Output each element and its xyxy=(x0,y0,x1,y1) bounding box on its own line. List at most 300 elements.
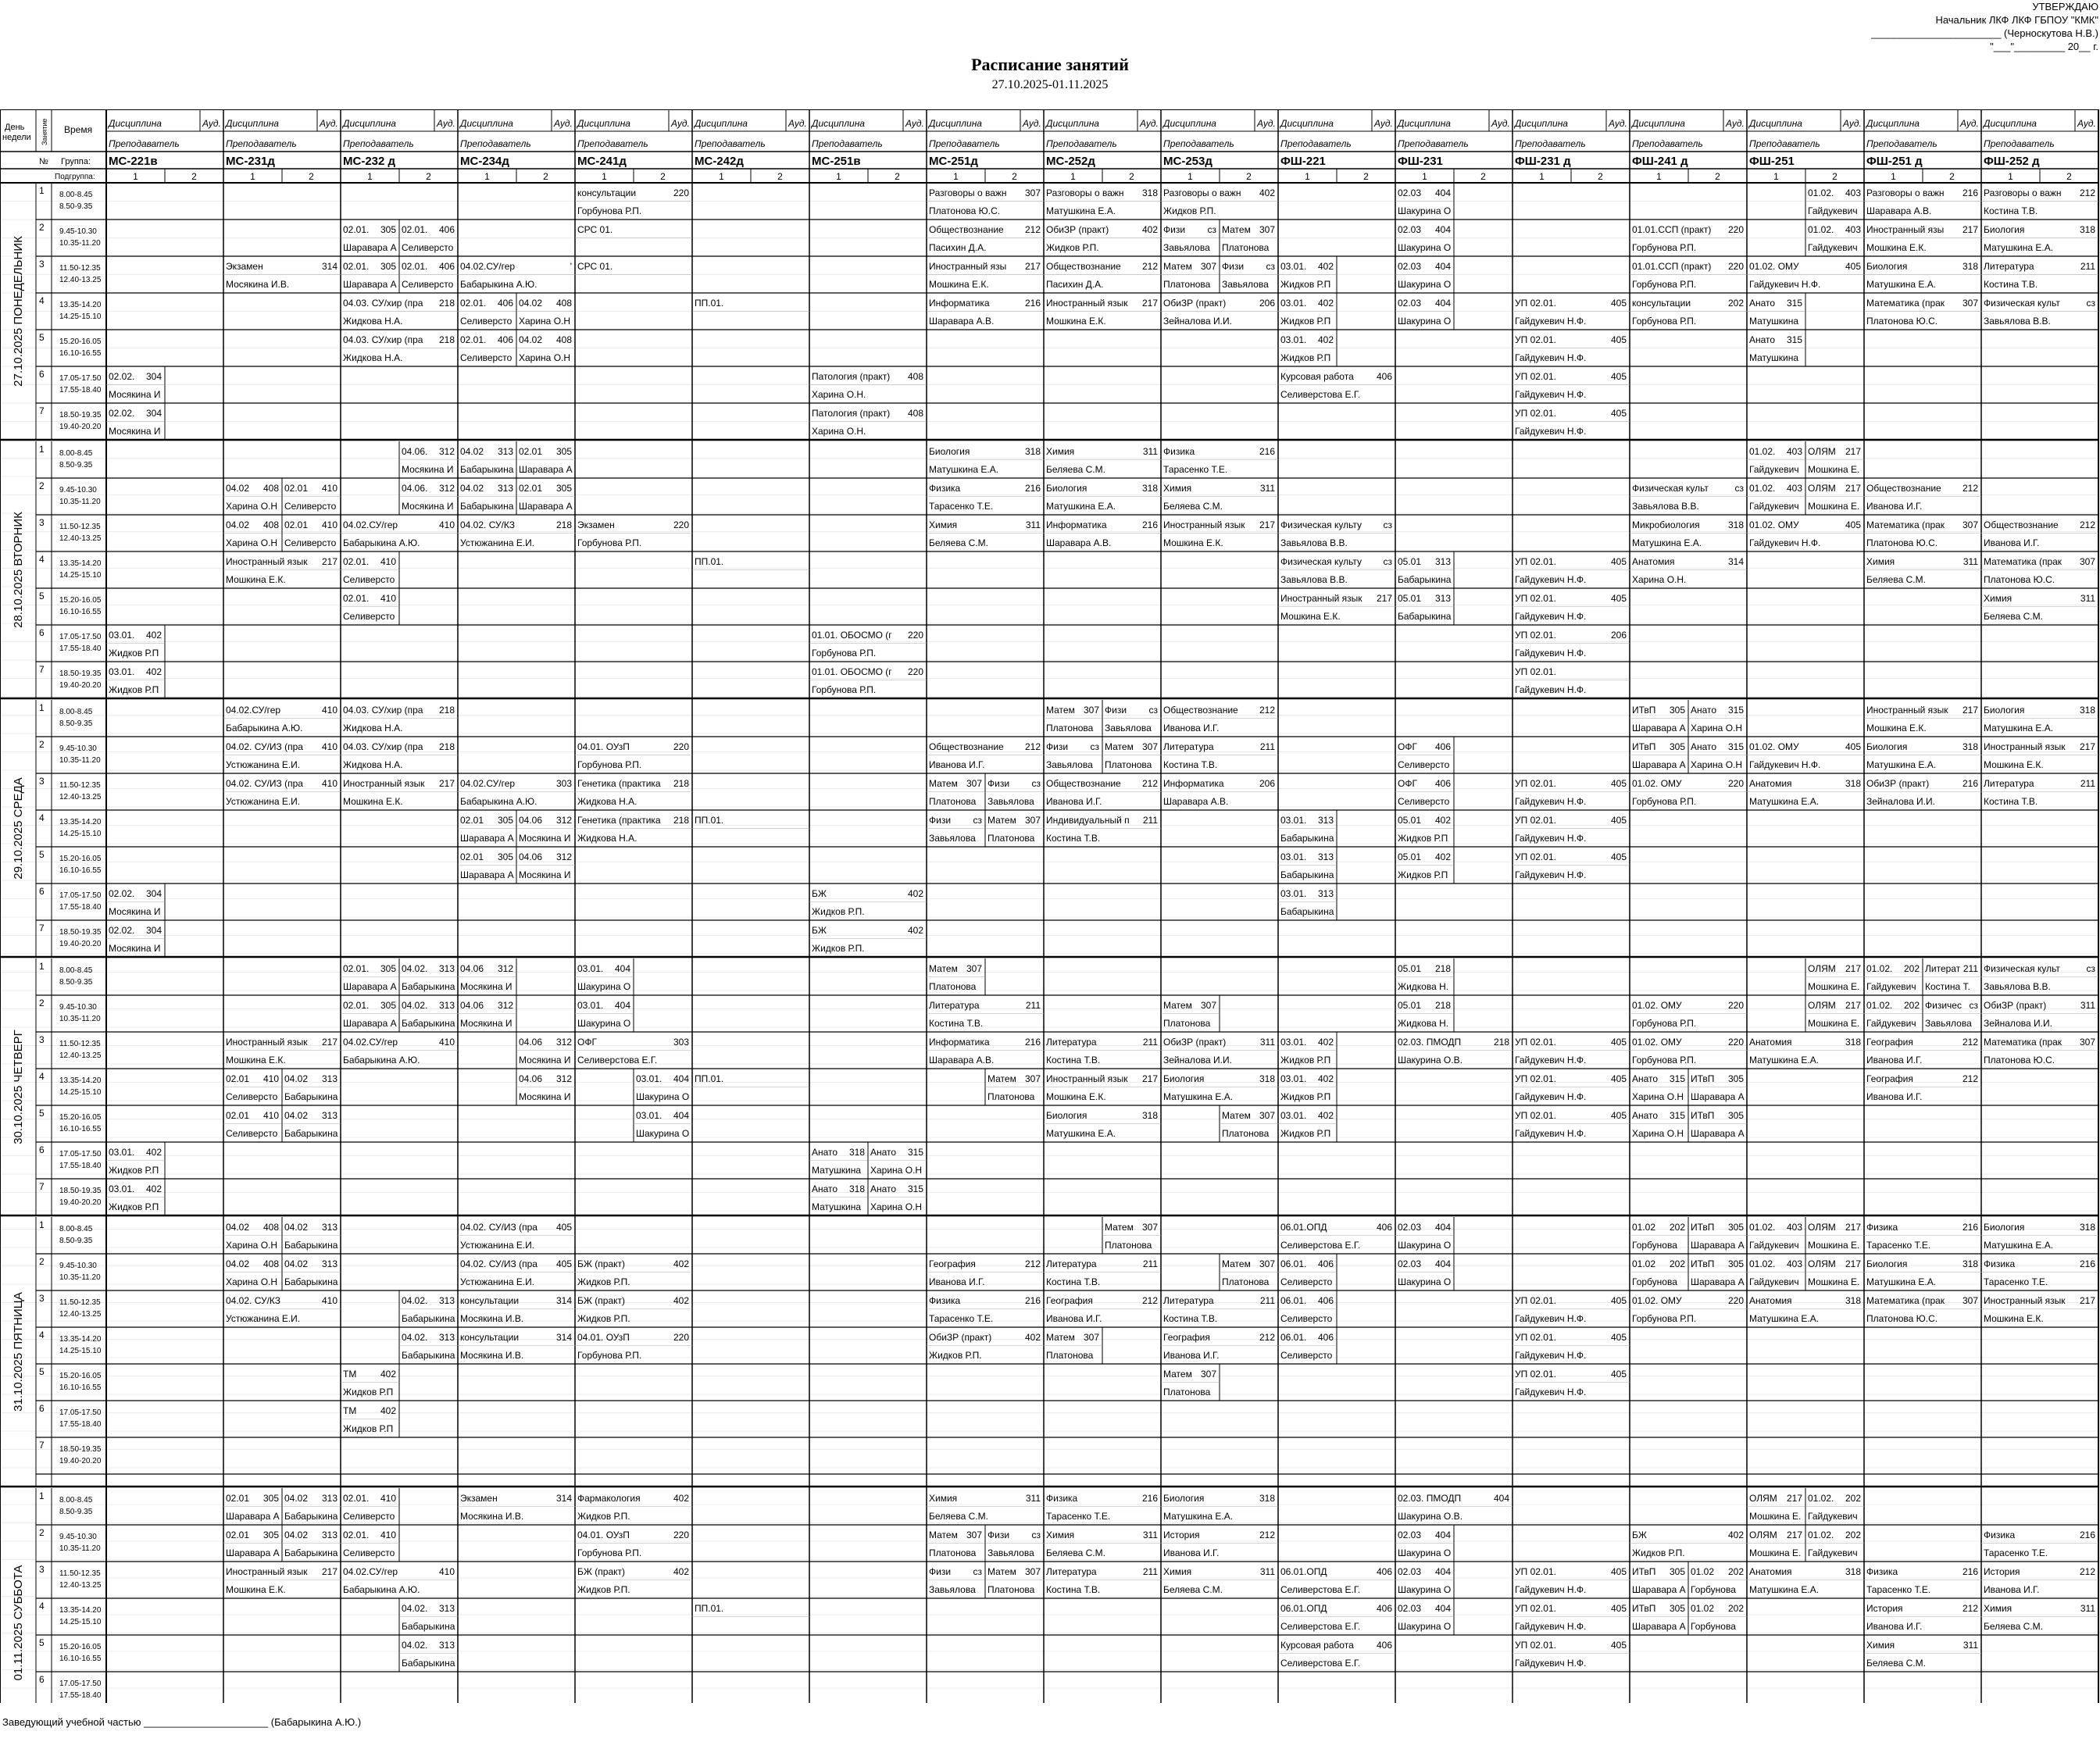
lesson-discipline: 02.01. xyxy=(343,963,370,974)
lesson-time-end: 16.10-16.55 xyxy=(59,1655,102,1663)
lesson-discipline: Анато xyxy=(870,1147,897,1158)
header-discipline: Дисциплина xyxy=(1163,118,1216,129)
lesson-teacher: Мошкина Е.К. xyxy=(1866,723,1927,734)
lesson-teacher: Жидков Р.П xyxy=(109,1165,159,1176)
lesson-discipline: 02.01. xyxy=(343,1530,370,1540)
lesson-room: 408 xyxy=(262,1222,279,1233)
lesson-discipline: УП 02.01. xyxy=(1515,1295,1556,1306)
lesson-teacher: Шаравара А xyxy=(1632,1584,1686,1595)
header-subgroup-label: Подгруппа: xyxy=(55,173,95,181)
lesson-discipline: ОЛЯМ xyxy=(1749,1493,1777,1504)
lesson-teacher: Селиверсто xyxy=(226,1128,278,1139)
lesson-discipline: 02.01 xyxy=(226,1073,250,1084)
lesson-discipline: 01.02. xyxy=(1808,187,1834,198)
page-title: Расписание занятий xyxy=(971,55,1129,74)
lesson-discipline: 04.02.СУ/гер xyxy=(226,705,281,716)
lesson-teacher: Жидков Р.П xyxy=(1280,352,1331,363)
lesson-time-end: 10.35-11.20 xyxy=(59,239,101,248)
group-name: МС-231д xyxy=(226,155,275,168)
lesson-teacher: Платонова xyxy=(1105,1240,1152,1251)
lesson-teacher: Завьялова xyxy=(988,1547,1034,1558)
lesson-room: 318 xyxy=(1141,1110,1158,1121)
lesson-room: 410 xyxy=(321,778,338,789)
lesson-discipline: Патология (практ) xyxy=(812,371,891,382)
lesson-room: 312 xyxy=(497,1000,513,1011)
subgroup-1: 1 xyxy=(1305,171,1310,182)
lesson-room: 312 xyxy=(438,483,455,494)
lesson-teacher: Платонова xyxy=(929,796,977,807)
lesson-discipline: 04.02 xyxy=(226,519,250,530)
lesson-discipline: БЖ xyxy=(812,925,827,936)
lesson-room: ' xyxy=(570,261,572,272)
lesson-room: 408 xyxy=(555,334,572,345)
lesson-discipline: Иностранный язык xyxy=(343,778,425,789)
lesson-room: 305 xyxy=(1669,705,1685,716)
lesson-room: 305 xyxy=(497,851,513,862)
lesson-teacher: Гайдукевич xyxy=(1808,1511,1858,1522)
header-discipline: Дисциплина xyxy=(109,118,162,129)
lesson-discipline: 02.01 xyxy=(226,1493,250,1504)
header-teacher: Преподаватель xyxy=(109,138,180,149)
lesson-teacher: Харина О.Н xyxy=(519,316,571,327)
lesson-room: 313 xyxy=(497,483,513,494)
lesson-teacher: Жидков Р.П xyxy=(1280,1055,1331,1066)
lesson-discipline: История xyxy=(1866,1603,1903,1614)
lesson-discipline: Матем xyxy=(1222,1110,1251,1121)
lesson-room: 217 xyxy=(1024,261,1041,272)
lesson-discipline: УП 02.01. xyxy=(1515,1566,1556,1577)
lesson-discipline: Физика xyxy=(1866,1566,1898,1577)
lesson-teacher: Шакурина О xyxy=(1398,1240,1452,1251)
lesson-room: 313 xyxy=(321,1110,338,1121)
lesson-discipline: 04.02. СУ/КЗ xyxy=(226,1295,281,1306)
lesson-time-end: 17.55-18.40 xyxy=(59,1162,102,1170)
lesson-discipline: БЖ xyxy=(812,888,827,899)
lesson-teacher: Шакурина О.В. xyxy=(1398,1055,1462,1066)
lesson-teacher: Мошкина Е.К. xyxy=(1163,537,1223,548)
lesson-time-end: 14.25-15.10 xyxy=(59,1618,102,1626)
group-name: ФШ-252 д xyxy=(1984,155,2040,168)
lesson-discipline: Биология xyxy=(1046,483,1088,494)
lesson-teacher: Беляева С.М. xyxy=(929,537,988,548)
approval-block xyxy=(1871,0,2098,53)
lesson-teacher: Жидкова Н.А. xyxy=(343,723,403,734)
header-discipline: Дисциплина xyxy=(812,118,865,129)
lesson-room: 402 xyxy=(907,888,923,899)
lesson-time-start: 9.45-10.30 xyxy=(59,1533,97,1541)
lesson-teacher: Селиверстова Е.Г. xyxy=(577,1055,658,1066)
lesson-room: 217 xyxy=(2079,741,2095,752)
lesson-room: 404 xyxy=(1434,1566,1451,1577)
lesson-room: 406 xyxy=(1317,1332,1334,1343)
lesson-room: 318 xyxy=(848,1147,865,1158)
lesson-teacher: Матушкина Е.А. xyxy=(1046,205,1116,216)
lesson-teacher: Матушкина Е.А. xyxy=(929,464,999,475)
lesson-time-start: 11.50-12.35 xyxy=(59,523,101,531)
lesson-number: 2 xyxy=(39,998,45,1008)
lesson-room: 410 xyxy=(321,483,338,494)
lesson-discipline: 03.01. xyxy=(1280,851,1307,862)
lesson-discipline: 04.03. СУ/хир (пра xyxy=(343,334,423,345)
lesson-teacher: Бабарыкина xyxy=(284,1091,338,1102)
lesson-discipline: 04.02. xyxy=(402,1295,428,1306)
lesson-room: 402 xyxy=(1434,815,1451,826)
lesson-teacher: Мошкина Е. xyxy=(1808,1276,1860,1287)
lesson-teacher: Устюжанина Е.И. xyxy=(460,537,535,548)
lesson-teacher: Гайдукевич Н.Ф. xyxy=(1515,648,1587,659)
lesson-discipline: Иностранный язык xyxy=(1984,741,2066,752)
lesson-room: 312 xyxy=(555,1073,572,1084)
lesson-room: 305 xyxy=(555,446,572,457)
subgroup-2: 2 xyxy=(660,171,666,182)
lesson-room: 307 xyxy=(1962,298,1978,309)
lesson-teacher: Гайдукевич Н.Ф. xyxy=(1515,796,1587,807)
lesson-room: 307 xyxy=(1259,1258,1275,1269)
lesson-room: 410 xyxy=(438,1566,455,1577)
lesson-discipline: 02.03 xyxy=(1398,224,1422,235)
lesson-teacher: Шакурина О xyxy=(1398,1584,1452,1595)
lesson-discipline: 02.03. ПМОДП xyxy=(1398,1493,1462,1504)
lesson-discipline: Химия xyxy=(1163,1566,1192,1577)
group-name: ФШ-231 д xyxy=(1515,155,1571,168)
lesson-teacher: Шакурина О xyxy=(636,1091,690,1102)
lesson-room: 218 xyxy=(1493,1037,1509,1048)
lesson-room: сз xyxy=(1383,519,1392,530)
lesson-teacher: Бабарыкина xyxy=(1280,906,1334,917)
lesson-room: 202 xyxy=(1903,963,1920,974)
lesson-teacher: Селиверсто xyxy=(284,501,337,512)
lesson-teacher: Завьялова В.В. xyxy=(1280,574,1348,585)
lesson-time-start: 13.35-14.20 xyxy=(59,301,102,309)
lesson-teacher: Платонова Ю.С. xyxy=(1866,537,1938,548)
lesson-discipline: 04.02 xyxy=(284,1222,309,1233)
lesson-teacher: Зейналова И.И. xyxy=(1163,1055,1232,1066)
lesson-number: 4 xyxy=(39,554,45,565)
lesson-room: 305 xyxy=(1727,1110,1744,1121)
lesson-discipline: Литература xyxy=(1984,778,2034,789)
lesson-room: 318 xyxy=(1845,1566,1861,1577)
lesson-room: 404 xyxy=(1493,1493,1509,1504)
lesson-time-start: 15.20-16.05 xyxy=(59,855,102,863)
lesson-discipline: Физика xyxy=(1984,1258,2016,1269)
lesson-time-start: 15.20-16.05 xyxy=(59,1643,102,1651)
lesson-number: 6 xyxy=(39,1674,45,1685)
lesson-discipline: Матем xyxy=(1046,1332,1075,1343)
lesson-teacher: Мосякина И xyxy=(460,1018,512,1029)
lesson-teacher: Жидков Р.П. xyxy=(1046,242,1099,253)
lesson-number: 2 xyxy=(39,1527,45,1538)
header-room: Ауд. xyxy=(1140,118,1159,129)
lesson-room: 313 xyxy=(438,963,455,974)
lesson-room: 311 xyxy=(1025,1493,1041,1504)
lesson-discipline: Физика xyxy=(1046,1493,1078,1504)
lesson-time-end: 16.10-16.55 xyxy=(59,349,102,358)
lesson-room: 307 xyxy=(1083,1332,1099,1343)
lesson-discipline: 04.02 xyxy=(226,483,250,494)
lesson-teacher: Беляева С.М. xyxy=(929,1511,988,1522)
lesson-discipline: Анатомия xyxy=(1749,1295,1792,1306)
lesson-discipline: 02.01 xyxy=(460,851,484,862)
lesson-discipline: География xyxy=(1163,1332,1210,1343)
lesson-discipline: Обществознание xyxy=(929,741,1004,752)
lesson-teacher: Иванова И.Г. xyxy=(929,759,985,770)
lesson-time-end: 10.35-11.20 xyxy=(59,498,101,506)
lesson-teacher: Тарасенко Т.Е. xyxy=(1866,1240,1931,1251)
lesson-teacher: Бабарыкина А.Ю. xyxy=(226,723,303,734)
lesson-room: 311 xyxy=(1259,483,1275,494)
lesson-time-start: 9.45-10.30 xyxy=(59,1003,97,1012)
header-lesson: Занятие xyxy=(41,118,48,145)
lesson-discipline: Литература xyxy=(1984,261,2034,272)
lesson-discipline: Иностранный язык xyxy=(1280,593,1362,604)
lesson-teacher: Жидков Р.П xyxy=(1398,833,1448,844)
lesson-room: 402 xyxy=(907,925,923,936)
lesson-teacher: Матушкина xyxy=(1749,352,1799,363)
lesson-time-end: 8.50-9.35 xyxy=(59,719,93,728)
lesson-room: 318 xyxy=(848,1183,865,1194)
lesson-discipline: Физика xyxy=(929,483,961,494)
lesson-room: 218 xyxy=(438,705,455,716)
lesson-room: 404 xyxy=(614,1000,630,1011)
lesson-discipline: Анато xyxy=(812,1183,838,1194)
lesson-teacher: Костина Т. xyxy=(1925,981,1970,992)
lesson-room: 211 xyxy=(2080,778,2095,789)
header-discipline: Дисциплина xyxy=(1046,118,1099,129)
header-discipline: Дисциплина xyxy=(695,118,748,129)
header-teacher: Преподаватель xyxy=(577,138,648,149)
lesson-teacher: Мосякина И xyxy=(460,981,512,992)
lesson-number: 2 xyxy=(39,739,45,750)
day-label: 27.10.2025 ПОНЕДЕЛЬНИК xyxy=(12,236,25,387)
header-discipline: Дисциплина xyxy=(460,118,513,129)
lesson-teacher: Матушкина xyxy=(812,1201,862,1212)
lesson-teacher: Шакурина О xyxy=(577,1018,631,1029)
lesson-room: 307 xyxy=(1259,224,1275,235)
lesson-room: 410 xyxy=(438,519,455,530)
lesson-number: 1 xyxy=(39,702,45,713)
lesson-teacher: Тарасенко Т.Е. xyxy=(929,501,994,512)
lesson-time-end: 16.10-16.55 xyxy=(59,866,102,875)
lesson-room: 318 xyxy=(1962,741,1978,752)
lesson-room: 206 xyxy=(1610,630,1627,641)
lesson-teacher: Мошкина Е.К. xyxy=(226,574,286,585)
lesson-teacher: Харина О.Н xyxy=(1632,1091,1684,1102)
subgroup-1: 1 xyxy=(1656,171,1662,182)
lesson-room: 212 xyxy=(1259,1332,1275,1343)
lesson-room: 311 xyxy=(1962,1640,1978,1651)
lesson-discipline: Физика xyxy=(1163,446,1195,457)
subgroup-1: 1 xyxy=(953,171,959,182)
lesson-room: 406 xyxy=(1376,1603,1392,1614)
lesson-room: 216 xyxy=(1024,298,1041,309)
lesson-teacher: Бабарыкина xyxy=(402,981,455,992)
lesson-teacher: Завьялова xyxy=(1222,279,1269,290)
lesson-number: 6 xyxy=(39,1144,45,1155)
lesson-discipline: Матем xyxy=(929,1530,958,1540)
lesson-room: 402 xyxy=(1317,298,1334,309)
lesson-time-end: 10.35-11.20 xyxy=(59,756,101,765)
lesson-discipline: 02.01 xyxy=(226,1110,250,1121)
lesson-teacher: Горбунова Р.П. xyxy=(1632,279,1697,290)
lesson-discipline: Химия xyxy=(1163,483,1192,494)
lesson-teacher: Бабарыкина xyxy=(402,1658,455,1669)
lesson-room: 313 xyxy=(438,1603,455,1614)
lesson-room: 305 xyxy=(1669,1603,1685,1614)
lesson-room: 404 xyxy=(673,1073,689,1084)
lesson-discipline: 02.03. ПМОДП xyxy=(1398,1037,1462,1048)
lesson-room: 405 xyxy=(1610,593,1627,604)
lesson-teacher: Платонова xyxy=(929,981,977,992)
lesson-discipline: Физи xyxy=(988,778,1010,789)
lesson-discipline: БЖ (практ) xyxy=(577,1258,626,1269)
lesson-discipline: ТМ xyxy=(343,1405,357,1416)
lesson-teacher: Костина Т.В. xyxy=(929,1018,984,1029)
lesson-discipline: Физи xyxy=(988,1530,1010,1540)
lesson-room: 406 xyxy=(1317,1258,1334,1269)
lesson-number: 1 xyxy=(39,444,45,455)
approval-line-3: _______________________ (Черноскутова Н.В.) xyxy=(1871,27,2098,39)
lesson-room: 410 xyxy=(321,741,338,752)
lesson-discipline: 04.06 xyxy=(519,815,543,826)
lesson-time-start: 18.50-19.35 xyxy=(59,669,102,678)
lesson-room: 218 xyxy=(673,815,689,826)
header-room: Ауд. xyxy=(1843,118,1862,129)
lesson-room: 218 xyxy=(1434,1000,1451,1011)
lesson-discipline: Биология xyxy=(1866,1258,1908,1269)
lesson-teacher: Платонова Ю.С. xyxy=(1866,1313,1938,1324)
lesson-teacher: Шаравара А xyxy=(226,1511,280,1522)
lesson-room: 307 xyxy=(966,1530,982,1540)
lesson-discipline: Разговоры о важн xyxy=(929,187,1007,198)
group-name: МС-251в xyxy=(812,155,861,168)
lesson-room: 406 xyxy=(497,334,513,345)
lesson-discipline: Анатомия xyxy=(1632,556,1675,567)
lesson-teacher: Шакурина О xyxy=(636,1128,690,1139)
lesson-discipline: УП 02.01. xyxy=(1515,1640,1556,1651)
lesson-discipline: ИТвП xyxy=(1632,1603,1656,1614)
lesson-teacher: Горбунова Р.П. xyxy=(1632,242,1697,253)
lesson-teacher: Костина Т.В. xyxy=(1984,205,2038,216)
lesson-room: 206 xyxy=(1259,778,1275,789)
group-name: МС-232 д xyxy=(343,155,396,168)
lesson-discipline: 04.02 xyxy=(226,1258,250,1269)
lesson-discipline: Анато xyxy=(1632,1110,1659,1121)
lesson-room: 402 xyxy=(145,630,162,641)
lesson-discipline: Матем xyxy=(1163,261,1192,272)
lesson-discipline: Разговоры о важн xyxy=(1984,187,2062,198)
lesson-teacher: Бабарыкина xyxy=(1398,574,1452,585)
lesson-teacher: Горбунова xyxy=(1632,1276,1677,1287)
lesson-room: 402 xyxy=(145,666,162,677)
day-label: 30.10.2025 ЧЕТВЕРГ xyxy=(12,1030,25,1144)
lesson-teacher: Костина Т.В. xyxy=(1046,1276,1101,1287)
lesson-room: 217 xyxy=(1845,483,1861,494)
lesson-room: 402 xyxy=(1434,851,1451,862)
lesson-discipline: ОбиЗР (практ) xyxy=(1046,224,1109,235)
group-name: ФШ-251 д xyxy=(1866,155,1923,168)
header-room: Ауд. xyxy=(1609,118,1627,129)
lesson-teacher: Селиверсто xyxy=(460,352,512,363)
lesson-discipline: ОЛЯМ xyxy=(1749,1530,1777,1540)
lesson-teacher: Мошкина Е.К. xyxy=(1866,242,1927,253)
lesson-teacher: Мосякина И.В. xyxy=(226,279,290,290)
subgroup-1: 1 xyxy=(1539,171,1545,182)
lesson-teacher: Бабарыкина xyxy=(284,1276,338,1287)
lesson-room: 303 xyxy=(555,778,572,789)
lesson-room: 403 xyxy=(1786,1258,1802,1269)
lesson-number: 3 xyxy=(39,1293,45,1304)
lesson-teacher: Иванова И.Г. xyxy=(1163,1547,1220,1558)
lesson-room: 318 xyxy=(1259,1073,1275,1084)
lesson-teacher: Селиверсто xyxy=(1280,1313,1333,1324)
lesson-room: 307 xyxy=(1083,705,1099,716)
lesson-discipline: 04.06 xyxy=(519,851,543,862)
lesson-teacher: Жидков Р.П xyxy=(1280,1091,1331,1102)
lesson-discipline: 05.01 xyxy=(1398,556,1422,567)
lesson-teacher: Гайдукевич Н.Ф. xyxy=(1749,537,1821,548)
lesson-teacher: Платонова xyxy=(988,1091,1035,1102)
lesson-discipline: 01.02 xyxy=(1632,1222,1656,1233)
lesson-room: 312 xyxy=(555,1037,572,1048)
lesson-time-end: 12.40-13.25 xyxy=(59,276,102,284)
lesson-teacher: Селиверсто xyxy=(343,611,395,622)
lesson-room: 311 xyxy=(2080,1000,2095,1011)
lesson-discipline: Анато xyxy=(1632,1073,1659,1084)
lesson-time-end: 16.10-16.55 xyxy=(59,1383,102,1392)
lesson-room: 402 xyxy=(1317,1037,1334,1048)
lesson-room: 212 xyxy=(1962,1073,1978,1084)
lesson-teacher: Мосякина И xyxy=(519,1091,571,1102)
header-teacher: Преподаватель xyxy=(695,138,766,149)
lesson-discipline: УП 02.01. xyxy=(1515,298,1556,309)
lesson-teacher: Завьялова xyxy=(1046,759,1093,770)
lesson-room: 410 xyxy=(438,1037,455,1048)
lesson-discipline: ИТвП xyxy=(1691,1222,1715,1233)
lesson-teacher: Иванова И.Г. xyxy=(929,1276,985,1287)
lesson-discipline: История xyxy=(1984,1566,2020,1577)
header-teacher: Преподаватель xyxy=(1515,138,1586,149)
lesson-room: 311 xyxy=(1962,556,1978,567)
lesson-teacher: Костина Т.В. xyxy=(1163,759,1218,770)
lesson-room: 406 xyxy=(497,298,513,309)
lesson-teacher: Бабарыкина А.Ю. xyxy=(343,537,420,548)
lesson-room: 212 xyxy=(2079,187,2095,198)
lesson-teacher: Горбунова Р.П. xyxy=(1632,796,1697,807)
lesson-number: 4 xyxy=(39,1330,45,1340)
lesson-number: 1 xyxy=(39,1490,45,1501)
lesson-room: 311 xyxy=(1259,1037,1275,1048)
lesson-teacher: Селиверсто xyxy=(284,537,337,548)
lesson-discipline: 04.02 xyxy=(284,1493,309,1504)
lesson-discipline: 04.02. xyxy=(402,1332,428,1343)
lesson-discipline: ОФГ xyxy=(1398,778,1417,789)
lesson-teacher: Костина Т.В. xyxy=(1163,1313,1218,1324)
lesson-discipline: Биология xyxy=(929,446,970,457)
lesson-discipline: 03.01. xyxy=(109,1183,135,1194)
lesson-discipline: консультации xyxy=(1632,298,1691,309)
lesson-room: 212 xyxy=(1962,1037,1978,1048)
lesson-room: 217 xyxy=(1962,224,1978,235)
group-name: ФШ-231 xyxy=(1398,155,1443,168)
lesson-number: 7 xyxy=(39,923,45,933)
lesson-time-start: 15.20-16.05 xyxy=(59,1113,102,1122)
lesson-room: 405 xyxy=(1610,1332,1627,1343)
lesson-teacher: Гайдукевич Н.Ф. xyxy=(1515,1584,1587,1595)
lesson-teacher: Горбунова Р.П. xyxy=(1632,1018,1697,1029)
lesson-discipline: Матем xyxy=(988,1073,1016,1084)
lesson-discipline: Матем xyxy=(1163,1369,1192,1380)
lesson-room: 403 xyxy=(1786,1222,1802,1233)
